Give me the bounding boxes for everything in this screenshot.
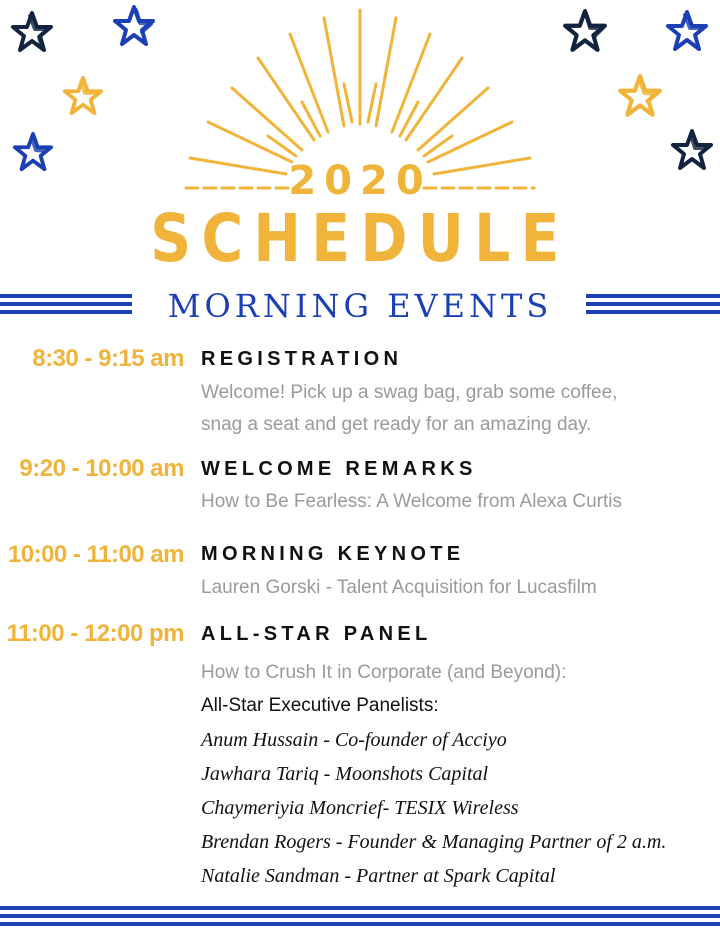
event-description: How to Crush It in Corporate (and Beyond): — [201, 662, 567, 683]
section-title: MORNING EVENTS — [167, 287, 553, 325]
event-description: Lauren Gorski - Talent Acquisition for Lucasfilm — [201, 577, 597, 598]
star-icon-blue — [112, 4, 156, 48]
event-description: Welcome! Pick up a swag bag, grab some coffee, — [201, 382, 618, 403]
panelist-item: Chaymeriyia Moncrief- TESIX Wireless — [201, 797, 519, 819]
event-description: How to Be Fearless: A Welcome from Alexa Curtis — [201, 491, 622, 512]
panel-label: All-Star Executive Panelists: — [201, 695, 439, 716]
star-icon-navy — [10, 10, 54, 54]
event-time: 8:30 - 9:15 am — [32, 345, 184, 372]
event-heading: MORNING KEYNOTE — [201, 543, 465, 565]
panelist-item: Jawhara Tariq - Moonshots Capital — [201, 763, 489, 785]
star-icon-blue — [665, 8, 709, 54]
star-icon-gold — [62, 74, 104, 118]
event-description: snag a seat and get ready for an amazing day. — [201, 414, 592, 435]
event-heading: WELCOME REMARKS — [201, 458, 477, 480]
event-heading: ALL-STAR PANEL — [201, 623, 432, 645]
star-icon-gold — [617, 72, 663, 120]
panelist-item: Anum Hussain - Co-founder of Acciyo — [201, 729, 507, 751]
panelist-item: Brendan Rogers - Founder & Managing Partner of 2 a.m. — [201, 831, 667, 853]
event-time: 10:00 - 11:00 am — [7, 541, 184, 568]
page-title: SCHEDULE — [150, 200, 570, 277]
event-time: 9:20 - 10:00 am — [19, 455, 184, 482]
event-time: 11:00 - 12:00 pm — [6, 620, 184, 647]
year-label: 2020 — [288, 158, 432, 204]
panelist-item: Natalie Sandman - Partner at Spark Capital — [201, 865, 556, 887]
star-icon-navy — [562, 8, 608, 54]
event-heading: REGISTRATION — [201, 348, 403, 370]
